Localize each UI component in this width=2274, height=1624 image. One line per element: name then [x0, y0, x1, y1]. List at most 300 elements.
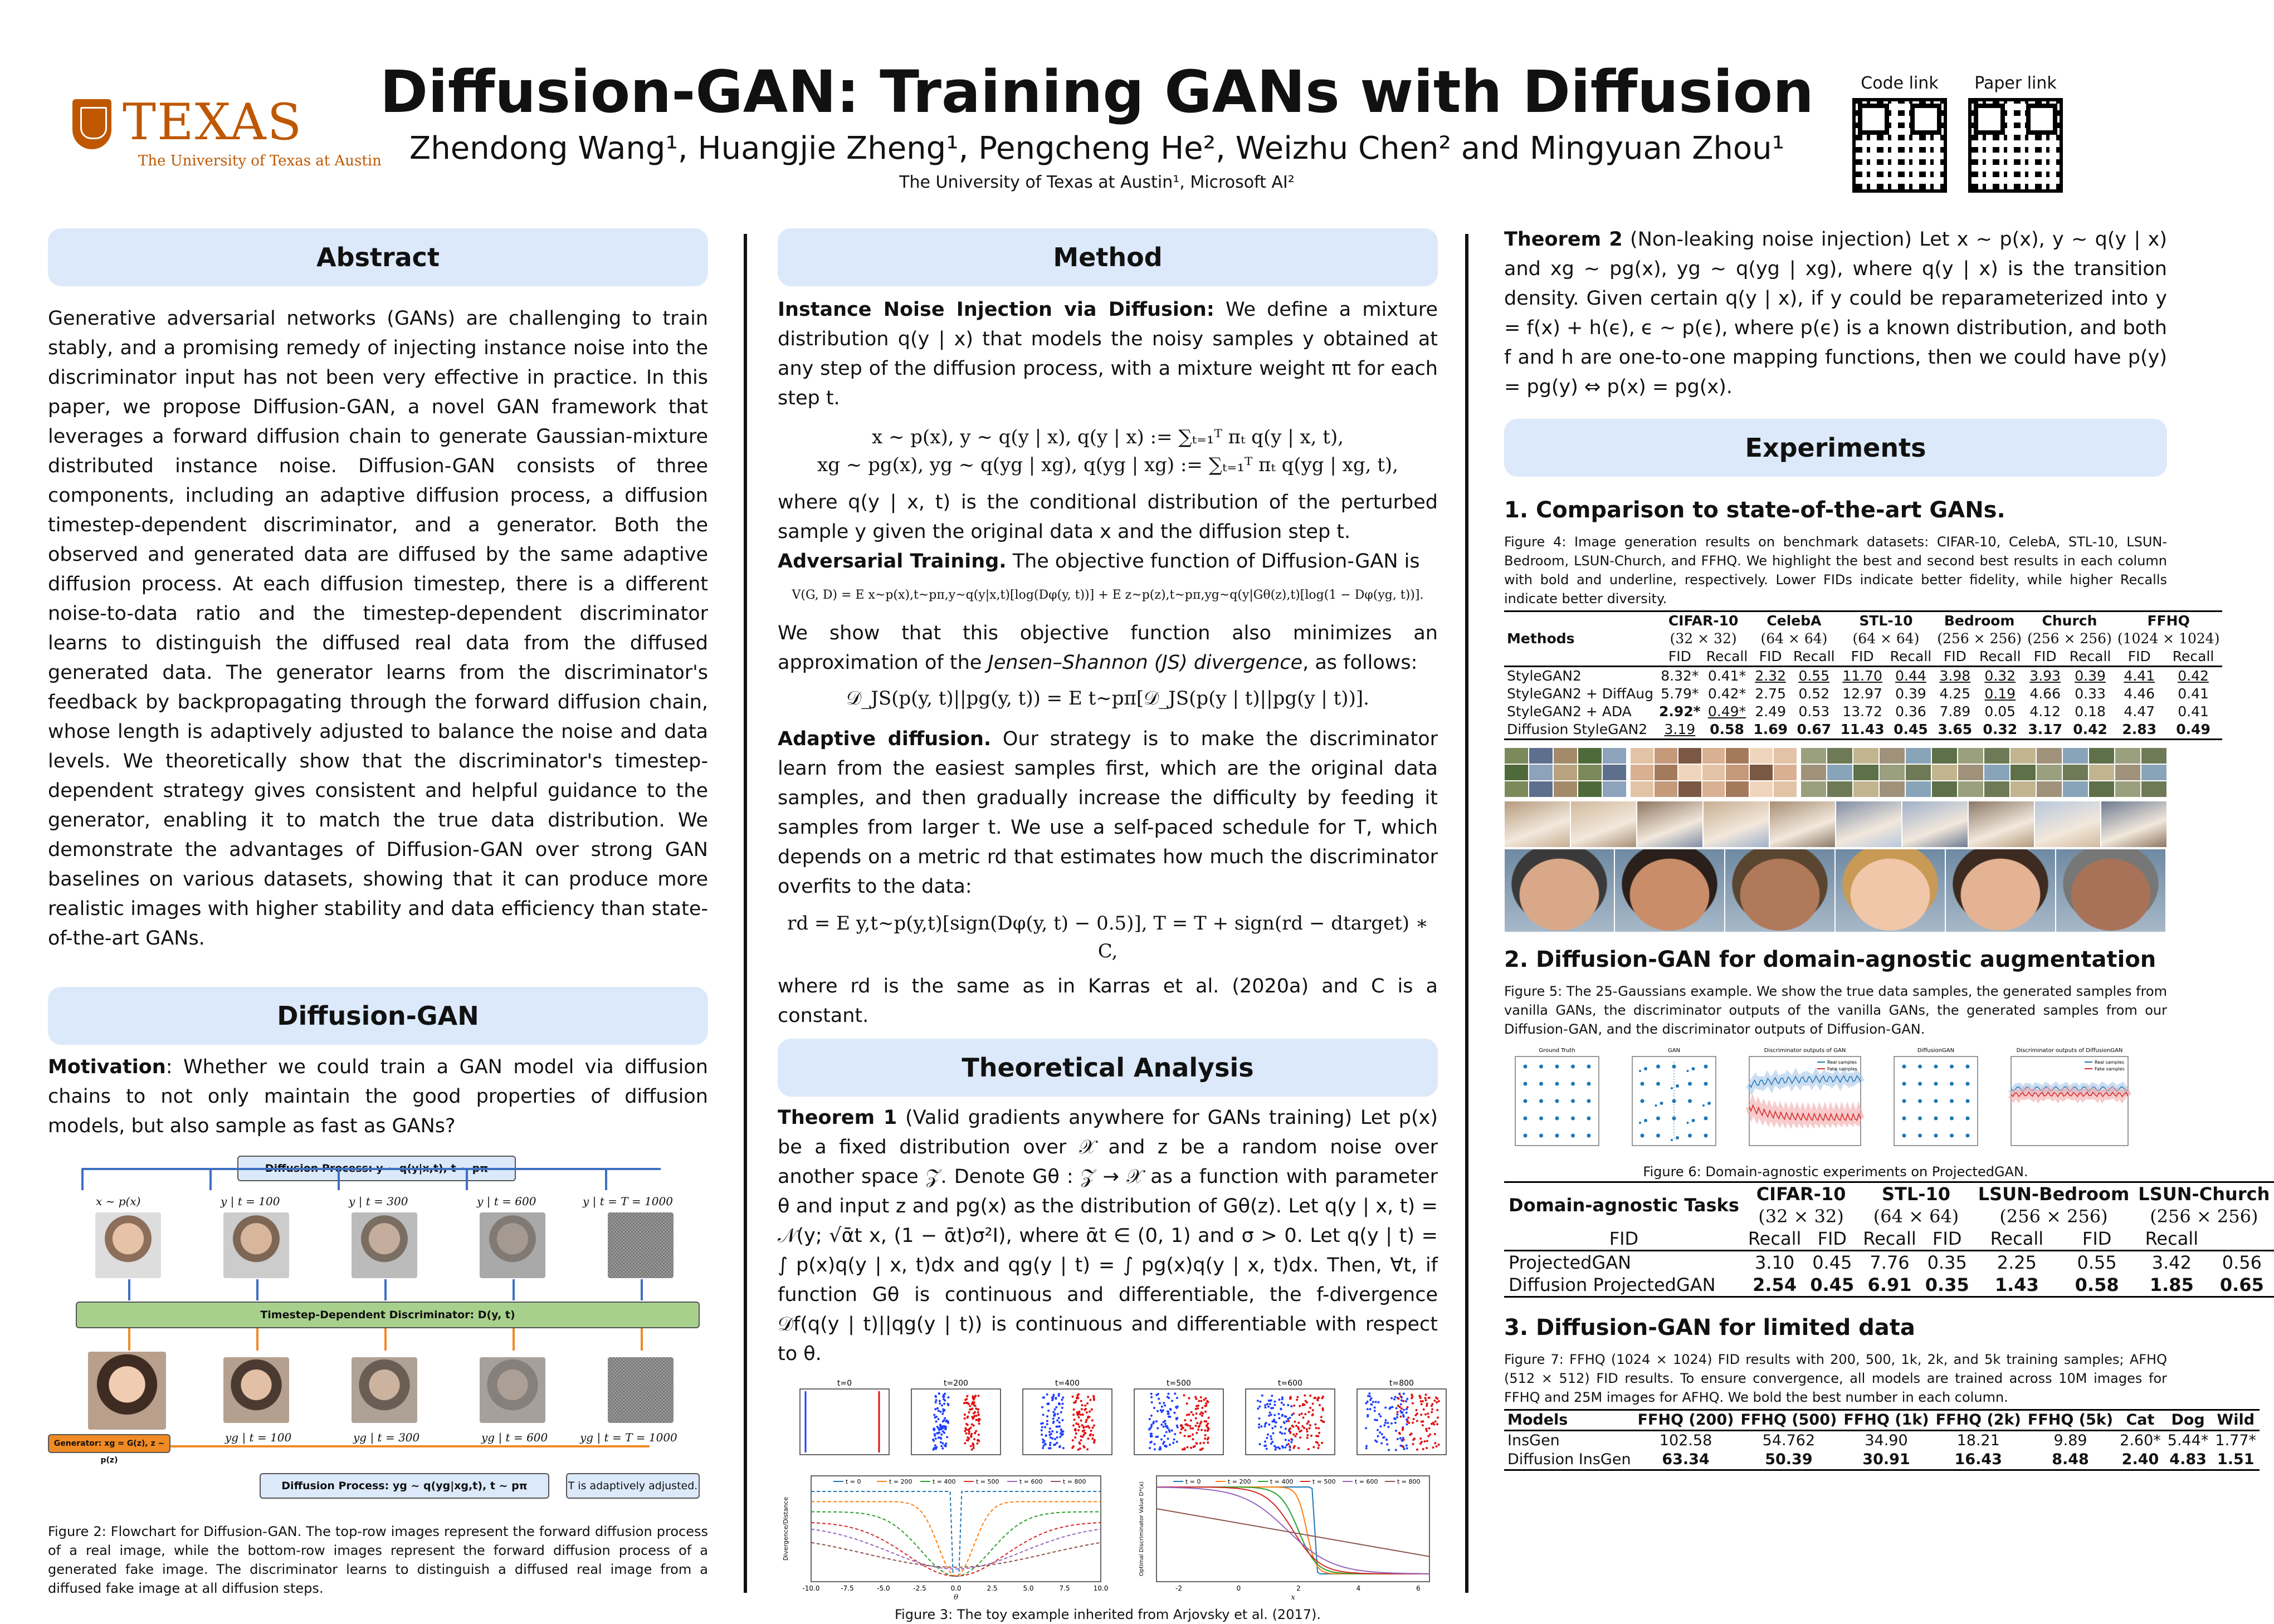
- real-point: [947, 1404, 949, 1406]
- qr-code-icon[interactable]: [1968, 98, 2063, 193]
- js-text-italic: Jensen–Shannon (JS) divergence: [988, 652, 1303, 674]
- real-point: [1044, 1442, 1046, 1445]
- real-point: [1267, 1434, 1269, 1436]
- divergence-xtick: 10.0: [1093, 1584, 1109, 1592]
- real-point: [1165, 1431, 1168, 1433]
- table-cell: 0.41: [2178, 686, 2209, 702]
- fake-point: [1315, 1441, 1317, 1443]
- fake-point: [1397, 1411, 1399, 1413]
- fake-point: [1196, 1422, 1198, 1424]
- fake-point: [1425, 1428, 1427, 1430]
- table-cell: 0.42*: [1707, 686, 1746, 702]
- legend-label: t = 0: [846, 1478, 861, 1485]
- real-point: [932, 1439, 934, 1441]
- real-point: [1271, 1441, 1273, 1443]
- fake-point: [1072, 1439, 1074, 1441]
- table-cell: 0.45: [1810, 1274, 1855, 1295]
- fake-point: [1425, 1399, 1427, 1401]
- real-point: [1386, 1443, 1388, 1445]
- optimal-d-xtick: 2: [1296, 1584, 1301, 1592]
- real-point: [940, 1445, 943, 1447]
- metric-header: FID: [1668, 648, 1691, 664]
- fake-point: [1090, 1399, 1092, 1401]
- real-point: [1379, 1425, 1382, 1427]
- fake-point: [1186, 1446, 1188, 1449]
- fake-point: [1306, 1434, 1309, 1436]
- fake-point: [1195, 1398, 1198, 1400]
- gaussian-point: [1571, 1065, 1575, 1069]
- real-point: [1051, 1430, 1053, 1432]
- real-point: [1281, 1445, 1284, 1447]
- flow-generator: Generator: xg = G(z), z ~ p(z): [48, 1434, 170, 1453]
- fake-point: [1083, 1446, 1085, 1449]
- fake-point: [1432, 1446, 1434, 1449]
- table-cell: 0.53: [1798, 703, 1830, 720]
- gaussian-point: [1671, 1087, 1673, 1089]
- fake-point: [1423, 1408, 1425, 1411]
- real-point: [1171, 1400, 1173, 1402]
- fake-point: [1299, 1436, 1301, 1439]
- fake-point: [1091, 1419, 1094, 1421]
- sample-thumbnail: [1529, 748, 1553, 764]
- fake-point: [1424, 1397, 1427, 1399]
- real-point: [1270, 1442, 1272, 1445]
- fake-point: [973, 1445, 975, 1447]
- real-point: [1393, 1398, 1395, 1400]
- figure2-caption: Figure 2: Flowchart for Diffusion-GAN. The top-row images represent the forward diffusion process of a real image, while the bottom-row images represent the forward diffusion process of a generated fake image. The discriminator learns to distinguish a diffused real image from a diffused fake image at all diffusion steps.: [48, 1524, 708, 1596]
- real-point: [1052, 1411, 1055, 1413]
- fake-point: [970, 1433, 973, 1435]
- real-point: [1258, 1417, 1260, 1420]
- logo-wordmark: TEXAS: [123, 93, 303, 151]
- fake-point: [1308, 1411, 1310, 1413]
- fake-point: [1426, 1403, 1428, 1405]
- real-point: [1406, 1423, 1408, 1425]
- real-point: [1270, 1435, 1272, 1437]
- table-cell: 13.72: [1842, 703, 1882, 720]
- real-point: [944, 1417, 946, 1420]
- real-point: [1049, 1444, 1051, 1446]
- toy-plot-frame: [800, 1389, 889, 1455]
- real-point: [1384, 1407, 1387, 1409]
- fake-point: [1072, 1413, 1075, 1416]
- gaussian-point: [1934, 1134, 1938, 1138]
- flow-arrow: [641, 1279, 643, 1300]
- fake-point: [973, 1415, 975, 1417]
- table-cell: 0.35: [1927, 1252, 1967, 1273]
- sample-thumbnail: [1631, 748, 1653, 764]
- gaussian-point: [1571, 1099, 1575, 1103]
- fake-point: [1190, 1447, 1192, 1449]
- label-yg100: yg | t = 100: [225, 1431, 292, 1444]
- fake-point: [1085, 1421, 1087, 1423]
- toy-plot-title: t=400: [1055, 1379, 1080, 1388]
- fake-point: [1416, 1420, 1418, 1422]
- real-point: [1268, 1424, 1270, 1426]
- real-point: [1289, 1449, 1291, 1451]
- gaussian-point: [1641, 1099, 1644, 1103]
- real-point: [1153, 1407, 1155, 1409]
- real-point: [939, 1402, 941, 1405]
- gaussian-point: [1676, 1084, 1679, 1088]
- affiliations: The University of Texas at Austin¹, Microsoft AI²: [899, 173, 1295, 192]
- legend-label: t = 800: [1063, 1478, 1086, 1485]
- fake-point: [1204, 1411, 1207, 1413]
- fake-point: [1416, 1412, 1418, 1415]
- table-cell: 3.65: [1938, 721, 1973, 737]
- legend-label: t = 400: [1270, 1478, 1294, 1485]
- fake-point: [967, 1424, 969, 1426]
- fake-point: [1317, 1435, 1319, 1437]
- fake-point: [1427, 1435, 1429, 1437]
- real-point: [1060, 1432, 1062, 1435]
- fake-point: [1411, 1432, 1413, 1435]
- real-point: [1161, 1406, 1163, 1408]
- fake-point: [1073, 1418, 1076, 1421]
- sample-thumbnail: [1726, 748, 1749, 764]
- fake-point: [1419, 1437, 1422, 1440]
- real-point: [1377, 1429, 1379, 1431]
- gaussian-point: [1555, 1082, 1559, 1086]
- real-point: [1160, 1438, 1163, 1440]
- real-point: [1387, 1422, 1389, 1424]
- real-face-t600: [480, 1212, 545, 1278]
- fake-point: [1287, 1420, 1290, 1422]
- real-point: [943, 1403, 945, 1405]
- gaussian-point: [1539, 1134, 1543, 1138]
- real-point: [1042, 1397, 1045, 1399]
- bedroom-sample: [1637, 801, 1702, 847]
- fake-point: [1077, 1414, 1079, 1416]
- fake-point: [1207, 1437, 1209, 1439]
- fake-point: [1428, 1397, 1431, 1399]
- sample-thumbnail: [1880, 748, 1905, 764]
- ffhq-face-sample: [1615, 849, 1724, 932]
- fake-point: [1195, 1405, 1198, 1407]
- fake-point: [1322, 1396, 1324, 1398]
- toy-plot-title: t=500: [1167, 1379, 1191, 1388]
- fake-point: [1412, 1422, 1414, 1424]
- real-point: [1271, 1427, 1273, 1429]
- qr-code-icon[interactable]: [1852, 98, 1947, 193]
- metric-header: Recall: [1890, 648, 1932, 664]
- fake-point: [1195, 1432, 1198, 1434]
- sample-thumbnail: [1578, 765, 1602, 780]
- gaussian-point: [1950, 1134, 1954, 1138]
- real-point: [1165, 1445, 1168, 1447]
- real-point: [939, 1400, 941, 1402]
- gaussian-point: [1704, 1134, 1708, 1138]
- fake-point: [1197, 1407, 1199, 1410]
- real-point: [1055, 1406, 1057, 1408]
- fake-point: [1207, 1401, 1209, 1403]
- col-dataset: FFHQ: [2147, 613, 2190, 629]
- table-cell: 0.39: [2075, 668, 2106, 684]
- fake-point: [1435, 1396, 1437, 1398]
- real-point: [1377, 1435, 1379, 1437]
- real-point: [1150, 1435, 1152, 1437]
- legend-label: t = 0: [1185, 1478, 1201, 1485]
- real-point: [1264, 1425, 1266, 1427]
- real-point: [1388, 1449, 1390, 1451]
- real-point: [1399, 1437, 1402, 1439]
- sample-thumbnail: [1554, 765, 1577, 780]
- real-point: [1047, 1410, 1050, 1412]
- real-point: [1163, 1441, 1165, 1443]
- equation-mixture-real: x ~ p(x), y ~ q(y | x), q(y | x) := ∑ₜ₌₁ᵀ πₜ q(y | x, t),: [871, 426, 1344, 448]
- gaussian-point: [1587, 1099, 1591, 1103]
- fake-point: [964, 1442, 966, 1444]
- fake-point: [1092, 1434, 1094, 1436]
- church-sample: [2101, 801, 2166, 847]
- fake-point: [1084, 1432, 1086, 1434]
- real-point: [1149, 1447, 1151, 1449]
- fake-point: [1306, 1430, 1309, 1432]
- fake-point: [1082, 1427, 1085, 1429]
- real-point: [1406, 1398, 1408, 1400]
- fake-point: [1436, 1423, 1438, 1425]
- fake-point: [1186, 1414, 1188, 1416]
- real-point: [1390, 1422, 1393, 1425]
- gaussian-point: [1587, 1065, 1591, 1069]
- fake-point: [1295, 1435, 1297, 1437]
- adversarial-paragraph: [778, 547, 1438, 576]
- real-point: [1288, 1440, 1290, 1442]
- real-point: [1406, 1418, 1408, 1421]
- fake-point: [1310, 1435, 1312, 1437]
- fake-point: [1419, 1395, 1421, 1397]
- divergence-xlabel: θ: [954, 1593, 958, 1602]
- fake-point: [1204, 1434, 1207, 1436]
- real-point: [1283, 1421, 1285, 1424]
- fake-point: [1435, 1445, 1437, 1447]
- real-point: [1046, 1393, 1048, 1396]
- col-task: Domain-agnostic Tasks: [1509, 1195, 1739, 1216]
- fake-point: [1318, 1432, 1320, 1434]
- gaussian-point: [1555, 1117, 1559, 1121]
- table-cell: 2.92*: [1658, 703, 1701, 720]
- real-point: [947, 1396, 949, 1398]
- table-cell: 4.46: [2124, 686, 2155, 702]
- sample-thumbnail: [1774, 748, 1797, 764]
- divergence-xtick: 0.0: [950, 1584, 962, 1592]
- sample-thumbnail: [1529, 781, 1553, 797]
- table-cell: 0.44: [1895, 668, 1926, 684]
- table-cell: 4.66: [2029, 686, 2061, 702]
- gaussian-point: [1524, 1134, 1528, 1138]
- real-point: [1061, 1407, 1063, 1409]
- sample-thumbnail: [2063, 765, 2088, 780]
- fake-point: [1085, 1408, 1087, 1410]
- table-cell: 2.54: [1753, 1274, 1797, 1295]
- fake-point: [1183, 1435, 1185, 1437]
- sample-thumbnail: [2011, 781, 2036, 797]
- legend-label: t = 800: [1397, 1478, 1421, 1485]
- fake-point: [1086, 1419, 1088, 1421]
- real-point: [1051, 1437, 1053, 1440]
- real-point: [1176, 1397, 1178, 1399]
- fake-point: [1312, 1409, 1314, 1411]
- fake-point: [1192, 1413, 1194, 1416]
- equation-mixture-fake: xg ~ pg(x), yg ~ q(yg | xg), q(yg | xg) := ∑ₜ₌₁ᵀ πₜ q(yg | xg, t),: [817, 454, 1398, 476]
- optimal-d-xtick: 4: [1356, 1584, 1361, 1592]
- poster-title: Diffusion-GAN: Training GANs with Diffusion: [379, 58, 1814, 126]
- sample-thumbnail: [1880, 765, 1905, 780]
- section3-title: 3. Diffusion-GAN for limited data: [1504, 1315, 1915, 1341]
- real-point: [937, 1427, 939, 1430]
- sample-images-grid: [1504, 748, 2167, 932]
- sample-thumbnail: [2115, 781, 2140, 797]
- real-point: [1052, 1422, 1055, 1424]
- real-point: [935, 1401, 937, 1403]
- label-yT: y | t = T = 1000: [583, 1195, 673, 1208]
- gaussian-point: [1704, 1117, 1708, 1121]
- fake-point: [1312, 1413, 1314, 1416]
- fake-point: [971, 1449, 973, 1451]
- fake-point: [1322, 1409, 1324, 1411]
- method-name: StyleGAN2 + DiffAug: [1507, 686, 1653, 702]
- gaussian-point: [1571, 1082, 1575, 1086]
- real-point: [1266, 1437, 1268, 1439]
- real-point: [1264, 1440, 1266, 1442]
- flow-arrow: [256, 1328, 258, 1351]
- fake-point: [1429, 1434, 1431, 1436]
- real-point: [1260, 1425, 1262, 1427]
- table-cell: 2.75: [1755, 686, 1786, 702]
- fake-point: [971, 1416, 973, 1418]
- real-point: [1400, 1399, 1403, 1401]
- sample-thumbnail: [1702, 765, 1725, 780]
- gaussian-point: [1641, 1082, 1644, 1086]
- table-cell: 7.76: [1870, 1252, 1910, 1273]
- flow-discriminator: Timestep-Dependent Discriminator: D(y, t): [76, 1302, 700, 1328]
- gaussian-point: [1902, 1117, 1906, 1121]
- table-cell: 0.32: [1983, 721, 2018, 737]
- real-point: [1291, 1414, 1293, 1416]
- sample-thumbnail: [1984, 765, 2009, 780]
- real-point: [1054, 1443, 1056, 1445]
- fake-point: [1424, 1413, 1427, 1416]
- fake-point: [1296, 1433, 1298, 1435]
- fake-point: [1091, 1437, 1094, 1440]
- method-name: ProjectedGAN: [1509, 1252, 1632, 1273]
- real-point: [1046, 1415, 1048, 1417]
- real-point: [1374, 1410, 1376, 1412]
- table-cell: 0.36: [1895, 703, 1926, 720]
- column-header: FFHQ (1k): [1843, 1411, 1929, 1429]
- metric-header: Recall: [1990, 1228, 2044, 1249]
- table-cell: 0.19: [1984, 686, 2016, 702]
- table-cell: 63.34: [1662, 1451, 1710, 1468]
- real-point: [1287, 1418, 1289, 1420]
- fake-point: [1431, 1408, 1433, 1411]
- real-point: [946, 1436, 948, 1439]
- table-cell: 8.48: [2052, 1451, 2089, 1468]
- toy-plot-title: t=600: [1278, 1379, 1302, 1388]
- toy-scatter-plots: [778, 1377, 1438, 1466]
- fake-point: [965, 1402, 967, 1404]
- sample-thumbnail: [2089, 748, 2114, 764]
- legend-label: Fake samples: [2095, 1067, 2125, 1072]
- fake-face-t600: [480, 1357, 545, 1423]
- real-point: [1379, 1415, 1382, 1417]
- gaussian-point: [1656, 1134, 1660, 1138]
- metric-header: Recall: [1863, 1228, 1916, 1249]
- gaussian-point: [1902, 1134, 1906, 1138]
- fake-point: [1304, 1413, 1306, 1415]
- real-point: [1282, 1403, 1285, 1406]
- fake-point: [1182, 1427, 1184, 1429]
- real-point: [1258, 1426, 1260, 1429]
- real-point: [1395, 1407, 1398, 1410]
- fake-point: [1201, 1415, 1203, 1417]
- real-point: [1378, 1413, 1380, 1415]
- fake-point: [1198, 1400, 1200, 1402]
- fake-point: [1426, 1405, 1428, 1407]
- fake-point: [1306, 1428, 1308, 1430]
- fake-point: [1302, 1416, 1305, 1418]
- theorem1-paragraph: [778, 1103, 1438, 1369]
- column-header: FFHQ (200): [1637, 1411, 1734, 1429]
- real-point: [941, 1447, 944, 1450]
- table-limited-data: [1504, 1409, 2260, 1471]
- fake-point: [1093, 1425, 1095, 1427]
- fake-point: [1397, 1405, 1399, 1407]
- real-point: [1389, 1407, 1391, 1410]
- fake-point: [1077, 1424, 1080, 1426]
- real-point: [1394, 1422, 1397, 1424]
- fake-point: [977, 1395, 979, 1397]
- ffhq-face-sample: [1836, 849, 1945, 932]
- real-point: [1050, 1433, 1052, 1435]
- section2-title: 2. Diffusion-GAN for domain-agnostic augmentation: [1504, 947, 2156, 972]
- divergence-xtick: 2.5: [987, 1584, 998, 1592]
- table-cell: 0.18: [2075, 703, 2106, 720]
- code-link[interactable]: [1844, 72, 1955, 193]
- real-point: [1149, 1418, 1151, 1420]
- table-cell: 2.32: [1755, 668, 1786, 684]
- sample-thumbnail: [1726, 765, 1749, 780]
- fake-point: [1319, 1404, 1321, 1406]
- fake-point: [1186, 1402, 1188, 1405]
- fake-noise-t1000: [608, 1357, 674, 1423]
- fake-point: [1086, 1448, 1089, 1450]
- fake-point: [1075, 1400, 1077, 1402]
- real-point: [1383, 1424, 1385, 1426]
- real-point: [1053, 1414, 1056, 1416]
- sample-thumbnail: [1932, 781, 1957, 797]
- sample-thumbnail: [1801, 748, 1826, 764]
- real-point: [1061, 1419, 1063, 1421]
- paper-link[interactable]: [1960, 72, 2071, 193]
- fake-point: [1204, 1405, 1206, 1407]
- real-point: [1396, 1413, 1398, 1416]
- label-y100: y | t = 100: [221, 1195, 280, 1208]
- table-cell: 0.41*: [1707, 668, 1746, 684]
- real-point: [1391, 1406, 1393, 1408]
- fake-point: [1313, 1397, 1315, 1399]
- fake-point: [974, 1432, 976, 1434]
- real-point: [1049, 1427, 1051, 1430]
- fake-point: [1431, 1405, 1433, 1407]
- fake-point: [1309, 1407, 1311, 1409]
- column-header: Dog: [2171, 1411, 2205, 1429]
- fake-point: [975, 1430, 977, 1432]
- legend-label: t = 600: [1355, 1478, 1378, 1485]
- fake-point: [1184, 1419, 1186, 1421]
- real-point: [1406, 1411, 1408, 1413]
- table-cell: 2.40: [2121, 1451, 2159, 1468]
